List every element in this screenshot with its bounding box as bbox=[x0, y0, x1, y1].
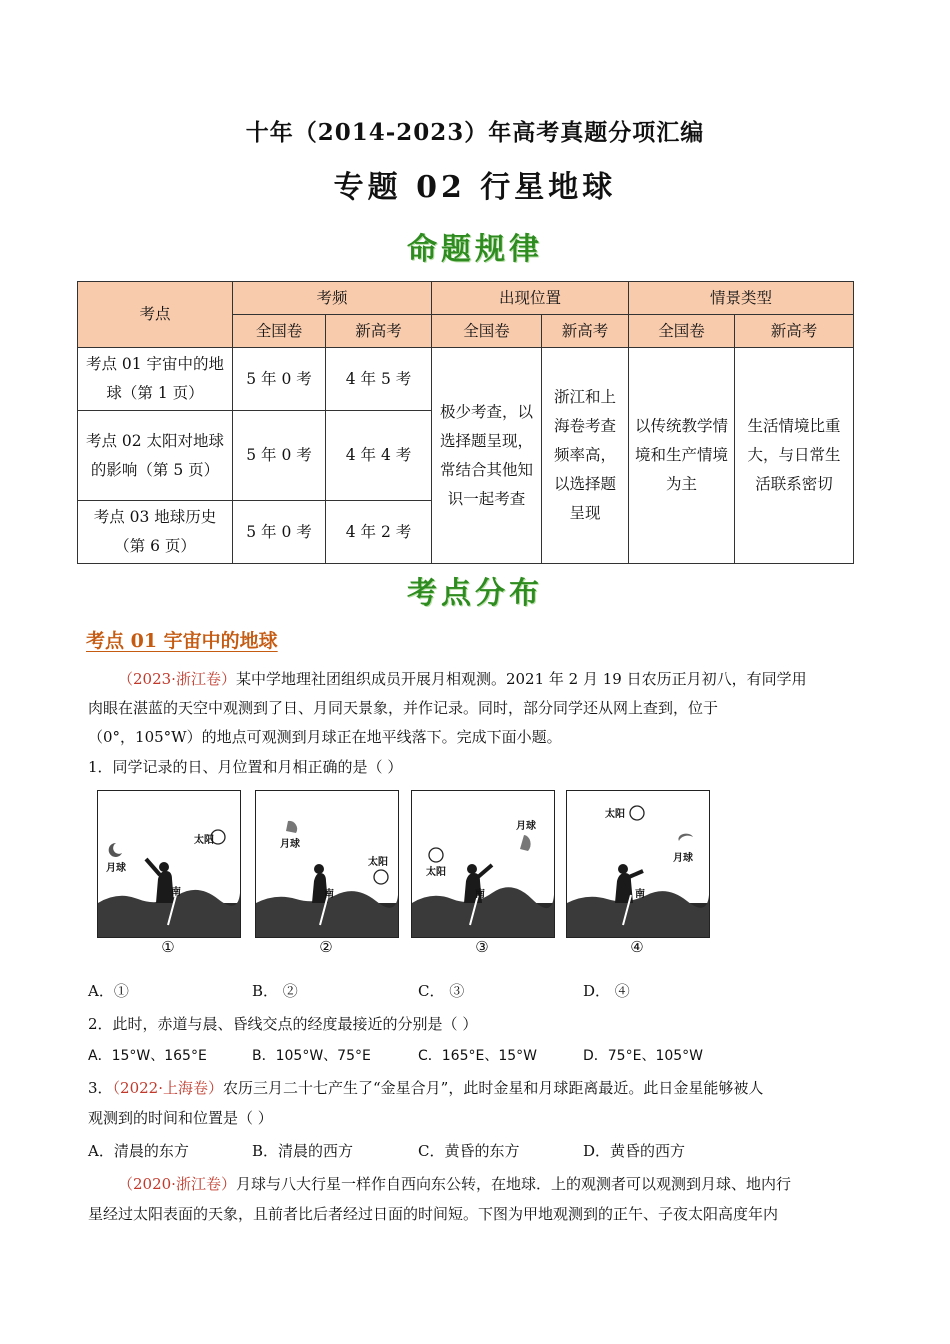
source-tag: （2023·浙江卷） bbox=[118, 670, 236, 688]
q1-option-a: A．① bbox=[88, 982, 129, 1000]
table-cell-pos-newexam: 浙江和上海卷考查频率高，以选择题呈现 bbox=[542, 348, 629, 564]
observation-figure-3 bbox=[411, 790, 555, 938]
source-tag: （2022·上海卷） bbox=[112, 1079, 223, 1097]
question-3-cont: 观测到的时间和位置是（ ） bbox=[88, 1109, 273, 1127]
table-cell-newexam: 4 年 5 考 bbox=[326, 348, 432, 411]
q3-option-b: B．清晨的西方 bbox=[252, 1142, 354, 1160]
table-cell-scene-national: 以传统教学情境和生产情境为主 bbox=[629, 348, 735, 564]
figure-number: ① bbox=[161, 938, 175, 956]
intro-line: （0°，105°W）的地点可观测到月球正在地平线落下。完成下面小题。 bbox=[88, 728, 562, 746]
sun-label: 太阳 bbox=[426, 867, 446, 878]
header-scene: 情景类型 bbox=[629, 282, 854, 315]
header-position: 出现位置 bbox=[432, 282, 629, 315]
question-4-intro: （2020·浙江卷）月球与八大行星一样作自西向东公转，在地球．上的观测者可以观测到月球、地内行 bbox=[118, 1175, 791, 1193]
sun-label: 太阳 bbox=[368, 857, 388, 868]
q2-option-c: C．165°E、15°W bbox=[418, 1048, 537, 1064]
source-tag: （2020·浙江卷） bbox=[118, 1175, 236, 1193]
table-cell-point: 考点 02 太阳对地球的影响（第 5 页） bbox=[78, 411, 233, 501]
header-kaodian: 考点 bbox=[78, 282, 233, 348]
question-3: 3．（2022·上海卷）农历三月二十七产生了“金星合月”，此时金星和月球距离最近。此日金星能够被人 bbox=[88, 1079, 764, 1097]
table-cell-newexam: 4 年 2 考 bbox=[326, 501, 432, 564]
south-label: 南 bbox=[475, 889, 485, 900]
q3-option-d: D．黄昏的西方 bbox=[583, 1142, 686, 1160]
q2-option-a: A．15°W、165°E bbox=[88, 1048, 207, 1064]
south-label: 南 bbox=[324, 889, 334, 900]
table-cell-point: 考点 03 地球历史（第 6 页） bbox=[78, 501, 233, 564]
subheader-newexam: 新高考 bbox=[542, 315, 629, 348]
distribution-heading: 考点分布 bbox=[407, 576, 543, 611]
q2-option-d: D．75°E、105°W bbox=[583, 1048, 704, 1064]
table-cell-scene-newexam: 生活情境比重大，与日常生活联系密切 bbox=[735, 348, 854, 564]
table-cell-national: 5 年 0 考 bbox=[233, 411, 326, 501]
table-cell-point: 考点 01 宇宙中的地球（第 1 页） bbox=[78, 348, 233, 411]
moon-label: 月球 bbox=[280, 839, 300, 850]
q3-option-a: A．清晨的东方 bbox=[88, 1142, 189, 1160]
moon-label: 月球 bbox=[673, 853, 693, 864]
table-cell-newexam: 4 年 4 考 bbox=[326, 411, 432, 501]
q1-option-d: D． ④ bbox=[583, 982, 630, 1000]
question-4-intro-cont: 星经过太阳表面的天象，且前者比后者经过日面的时间短。下图为甲地观测到的正午、子夜太阳高度年内 bbox=[88, 1205, 779, 1223]
south-label: 南 bbox=[171, 887, 181, 898]
figure-number: ③ bbox=[475, 938, 489, 956]
moon-label: 月球 bbox=[106, 863, 126, 874]
sun-label: 太阳 bbox=[605, 809, 625, 820]
south-label: 南 bbox=[635, 889, 645, 900]
header-kaopin: 考频 bbox=[233, 282, 432, 315]
moon-label: 月球 bbox=[516, 821, 536, 832]
figure-number: ② bbox=[319, 938, 333, 956]
subheader-national: 全国卷 bbox=[233, 315, 326, 348]
table-cell-national: 5 年 0 考 bbox=[233, 348, 326, 411]
subheader-national: 全国卷 bbox=[629, 315, 735, 348]
document-subtitle: 专题 02 行星地球 bbox=[333, 170, 617, 205]
intro-line: （2023·浙江卷）某中学地理社团组织成员开展月相观测。2021 年 2 月 19 日农历正月初八，有同学用 bbox=[118, 670, 807, 688]
observation-figure-1 bbox=[97, 790, 241, 938]
document-title: 十年（2014-2023）年高考真题分项汇编 bbox=[245, 119, 705, 146]
exam-frequency-table bbox=[77, 281, 854, 564]
section-heading: 考点 01 宇宙中的地球 bbox=[86, 630, 278, 652]
figure-number: ④ bbox=[630, 938, 644, 956]
table-cell-national: 5 年 0 考 bbox=[233, 501, 326, 564]
subheader-newexam: 新高考 bbox=[326, 315, 432, 348]
q1-option-c: C． ③ bbox=[418, 982, 465, 1000]
question-2: 2．此时，赤道与晨、昏线交点的经度最接近的分别是（ ） bbox=[88, 1015, 478, 1033]
q3-option-c: C．黄昏的东方 bbox=[418, 1142, 520, 1160]
q2-option-b: B．105°W、75°E bbox=[252, 1048, 371, 1064]
observation-figure-2 bbox=[255, 790, 399, 938]
table-cell-pos-national: 极少考查，以选择题呈现，常结合其他知识一起考查 bbox=[432, 348, 542, 564]
observation-figure-4 bbox=[566, 790, 710, 938]
sun-label: 太阳 bbox=[194, 835, 214, 846]
subheader-national: 全国卷 bbox=[432, 315, 542, 348]
subheader-newexam: 新高考 bbox=[735, 315, 854, 348]
question-1: 1．同学记录的日、月位置和月相正确的是（ ） bbox=[88, 758, 403, 776]
q1-option-b: B． ② bbox=[252, 982, 298, 1000]
intro-line: 肉眼在湛蓝的天空中观测到了日、月同天景象，并作记录。同时，部分同学还从网上查到，位于 bbox=[88, 699, 719, 717]
rule-heading: 命题规律 bbox=[407, 232, 543, 267]
